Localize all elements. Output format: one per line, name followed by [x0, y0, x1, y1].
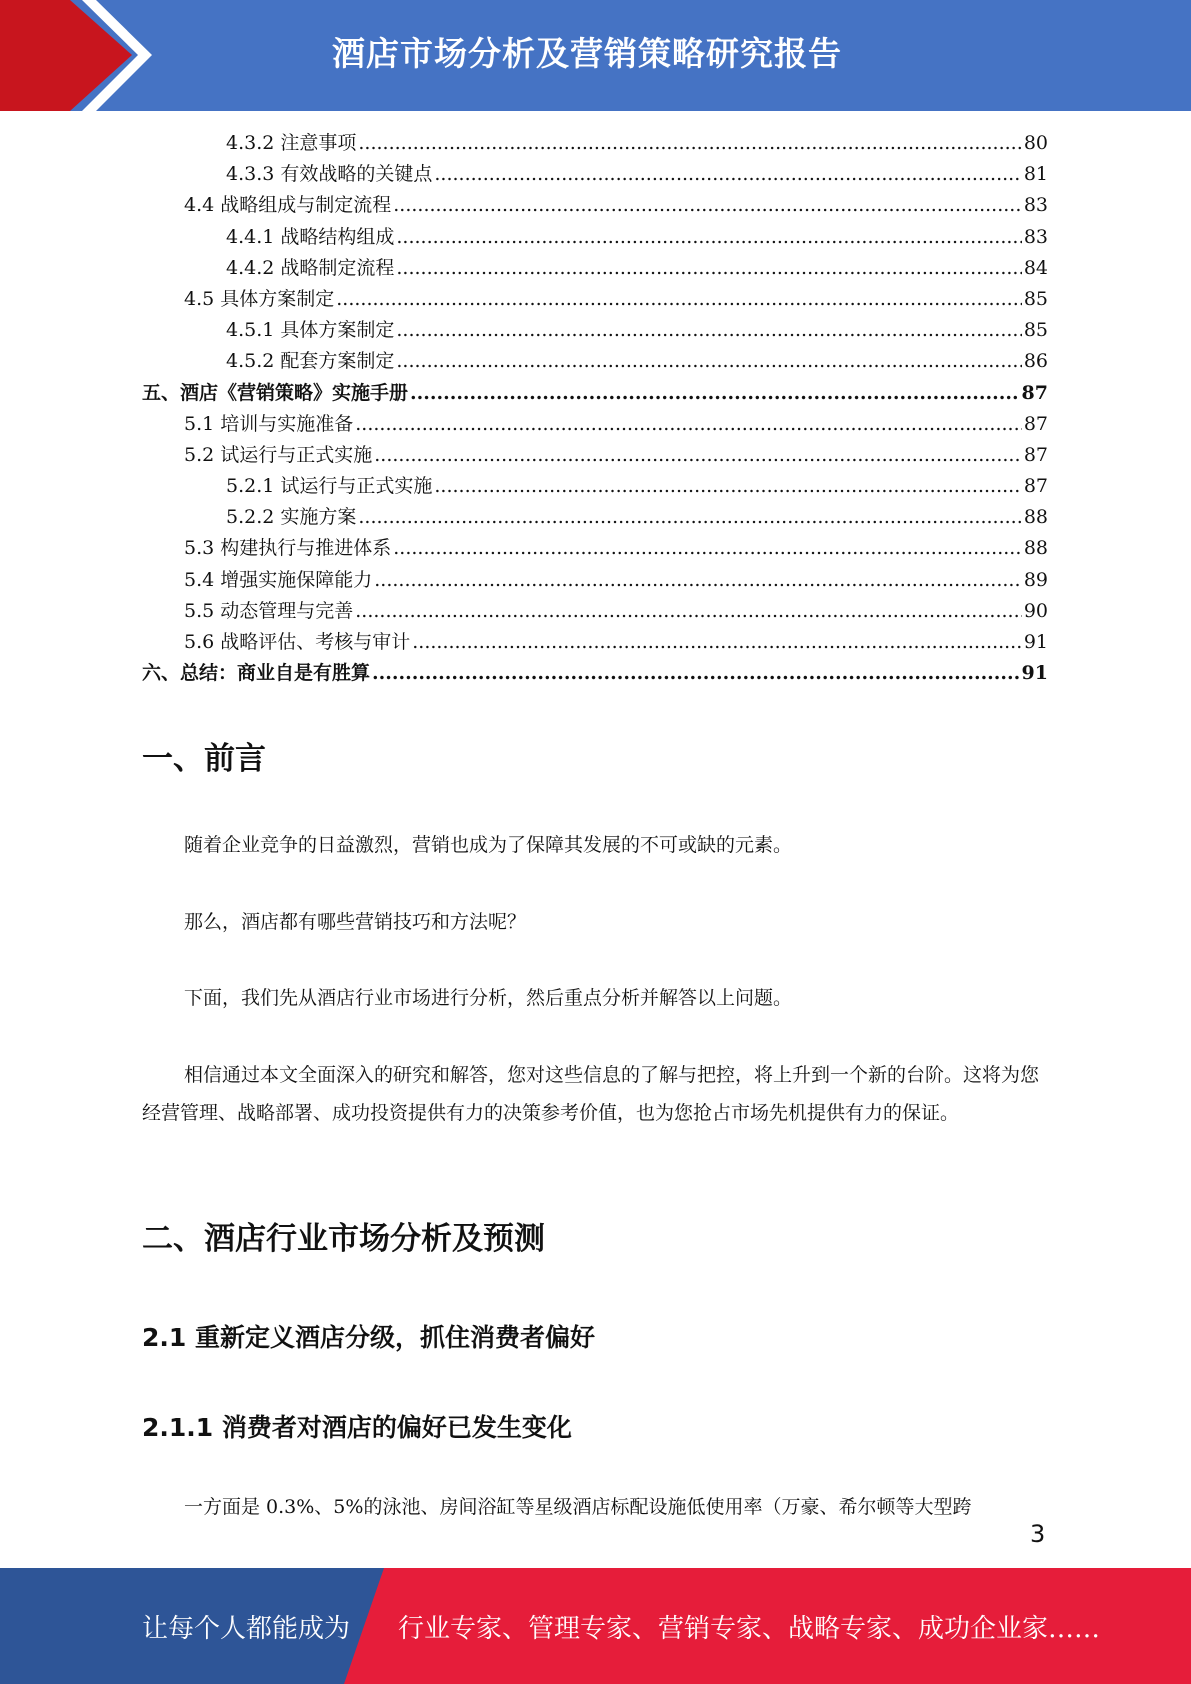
toc-entry-page: 87: [1023, 412, 1048, 435]
toc-entry[interactable]: [142, 378, 1048, 409]
toc-leader-dots: [358, 502, 1021, 533]
toc-entry-title: 4.5 具体方案制定: [184, 287, 335, 310]
toc-entry-title: 5.5 动态管理与完善: [184, 599, 354, 622]
toc-entry-title: 5.3 构建执行与推进体系: [184, 537, 392, 560]
toc-entry[interactable]: [142, 253, 1048, 284]
toc-entry-title: 4.3.2 注意事项: [226, 132, 357, 154]
toc-entry-page: 88: [1023, 506, 1048, 529]
toc-leader-dots: [374, 565, 1022, 596]
toc-entry[interactable]: [142, 533, 1048, 564]
header-arrow-decoration: [0, 0, 200, 111]
toc-leader-dots: [434, 159, 1021, 190]
toc-leader-dots: [372, 658, 1020, 689]
toc-entry[interactable]: [142, 159, 1048, 190]
toc-leader-dots: [396, 315, 1021, 346]
paragraph: 那么，酒店都有哪些营销技巧和方法呢？: [184, 911, 527, 933]
paragraph: 一方面是 0.3%、5%的泳池、房间浴缸等星级酒店标配设施低使用率（万豪、希尔顿等大型跨: [184, 1496, 972, 1518]
toc-entry-page: 91: [1021, 662, 1048, 685]
toc-entry[interactable]: [142, 502, 1048, 533]
subsection-heading: 2.1.1 消费者对酒店的偏好已发生变化: [142, 1413, 572, 1442]
toc-entry-title: 4.5.1 具体方案制定: [226, 319, 395, 342]
toc-entry-title: 5.4 增强实施保障能力: [184, 568, 373, 591]
toc-entry[interactable]: [142, 471, 1048, 502]
toc-entry-page: 87: [1021, 381, 1048, 404]
footer-slogan-right: 行业专家、管理专家、营销专家、战略专家、成功企业家……: [398, 1614, 1101, 1644]
paragraph: 下面，我们先从酒店行业市场进行分析，然后重点分析并解答以上问题。: [184, 987, 793, 1009]
toc-leader-dots: [393, 533, 1022, 564]
toc-entry[interactable]: [142, 409, 1048, 440]
toc-entry[interactable]: [142, 128, 1048, 159]
toc-entry-page: 89: [1023, 568, 1048, 591]
toc-leader-dots: [434, 471, 1021, 502]
toc-entry[interactable]: [142, 222, 1048, 253]
toc-entry-title: 5.1 培训与实施准备: [184, 412, 354, 435]
toc-leader-dots: [355, 596, 1022, 627]
toc-entry-title: 五、酒店《营销策略》实施手册: [142, 381, 409, 404]
toc-entry-page: 85: [1023, 287, 1048, 310]
toc-entry-page: 86: [1023, 350, 1048, 373]
header-title: 酒店市场分析及营销策略研究报告: [332, 34, 842, 73]
toc-entry-page: 87: [1023, 443, 1048, 466]
paragraph: 相信通过本文全面深入的研究和解答，您对这些信息的了解与把控，将上升到一个新的台阶。这将为您经营管理、战略部署、成功投资提供有力的决策参考价值，也为您抢占市场先机提供有力的保证。: [142, 1064, 1040, 1124]
toc-entry[interactable]: [142, 565, 1048, 596]
toc-entry-title: 4.5.2 配套方案制定: [226, 350, 395, 373]
toc-entry-page: 80: [1023, 132, 1048, 154]
toc-entry[interactable]: [142, 315, 1048, 346]
toc-leader-dots: [374, 440, 1022, 471]
toc-leader-dots: [396, 222, 1021, 253]
toc-entry-title: 5.2.2 实施方案: [226, 506, 357, 529]
toc-leader-dots: [336, 284, 1022, 315]
toc-leader-dots: [393, 190, 1022, 221]
subsection-heading: 2.1 重新定义酒店分级，抓住消费者偏好: [142, 1323, 595, 1352]
section-heading-market-analysis: 二、酒店行业市场分析及预测: [142, 1221, 545, 1257]
toc-entry-page: 81: [1023, 163, 1048, 186]
toc-entry-title: 六、总结：商业自是有胜算: [142, 662, 371, 685]
section-heading-preface: 一、前言: [142, 741, 266, 777]
toc-leader-dots: [396, 346, 1021, 377]
toc-entry[interactable]: [142, 346, 1048, 377]
toc-entry-page: 87: [1023, 475, 1048, 498]
toc-entry[interactable]: [142, 658, 1048, 689]
toc-entry-page: 84: [1023, 256, 1048, 279]
toc-leader-dots: [396, 253, 1021, 284]
page-header: [0, 0, 1191, 111]
toc-entry-title: 4.4 战略组成与制定流程: [184, 194, 392, 217]
toc-entry-page: 83: [1023, 194, 1048, 217]
toc-entry-title: 4.4.1 战略结构组成: [226, 225, 395, 248]
toc-entry[interactable]: [142, 596, 1048, 627]
toc-entry-title: 5.2.1 试运行与正式实施: [226, 475, 433, 498]
toc-entry[interactable]: [142, 627, 1048, 658]
toc-entry-page: 88: [1023, 537, 1048, 560]
footer-slogan-left: 让每个人都能成为: [142, 1614, 351, 1644]
toc-leader-dots: [412, 627, 1022, 658]
toc-entry-page: 83: [1023, 225, 1048, 248]
toc-leader-dots: [410, 378, 1020, 409]
toc-entry-title: 4.3.3 有效战略的关键点: [226, 163, 433, 186]
toc-leader-dots: [355, 409, 1022, 440]
toc-entry-page: 91: [1023, 631, 1048, 653]
toc-entry[interactable]: [142, 440, 1048, 471]
toc-entry-title: 5.2 试运行与正式实施: [184, 443, 373, 466]
toc-entry-page: 85: [1023, 319, 1048, 342]
toc-entry[interactable]: [142, 284, 1048, 315]
page-footer: [0, 1568, 1191, 1684]
toc-entry-title: 4.4.2 战略制定流程: [226, 256, 395, 279]
toc-leader-dots: [358, 128, 1021, 159]
page-number: 3: [1030, 1520, 1046, 1548]
toc-entry-page: 90: [1023, 599, 1048, 622]
table-of-contents: [142, 128, 1048, 689]
toc-entry[interactable]: [142, 190, 1048, 221]
toc-entry-title: 5.6 战略评估、考核与审计: [184, 631, 411, 653]
paragraph: 随着企业竞争的日益激烈，营销也成为了保障其发展的不可或缺的元素。: [184, 834, 793, 856]
